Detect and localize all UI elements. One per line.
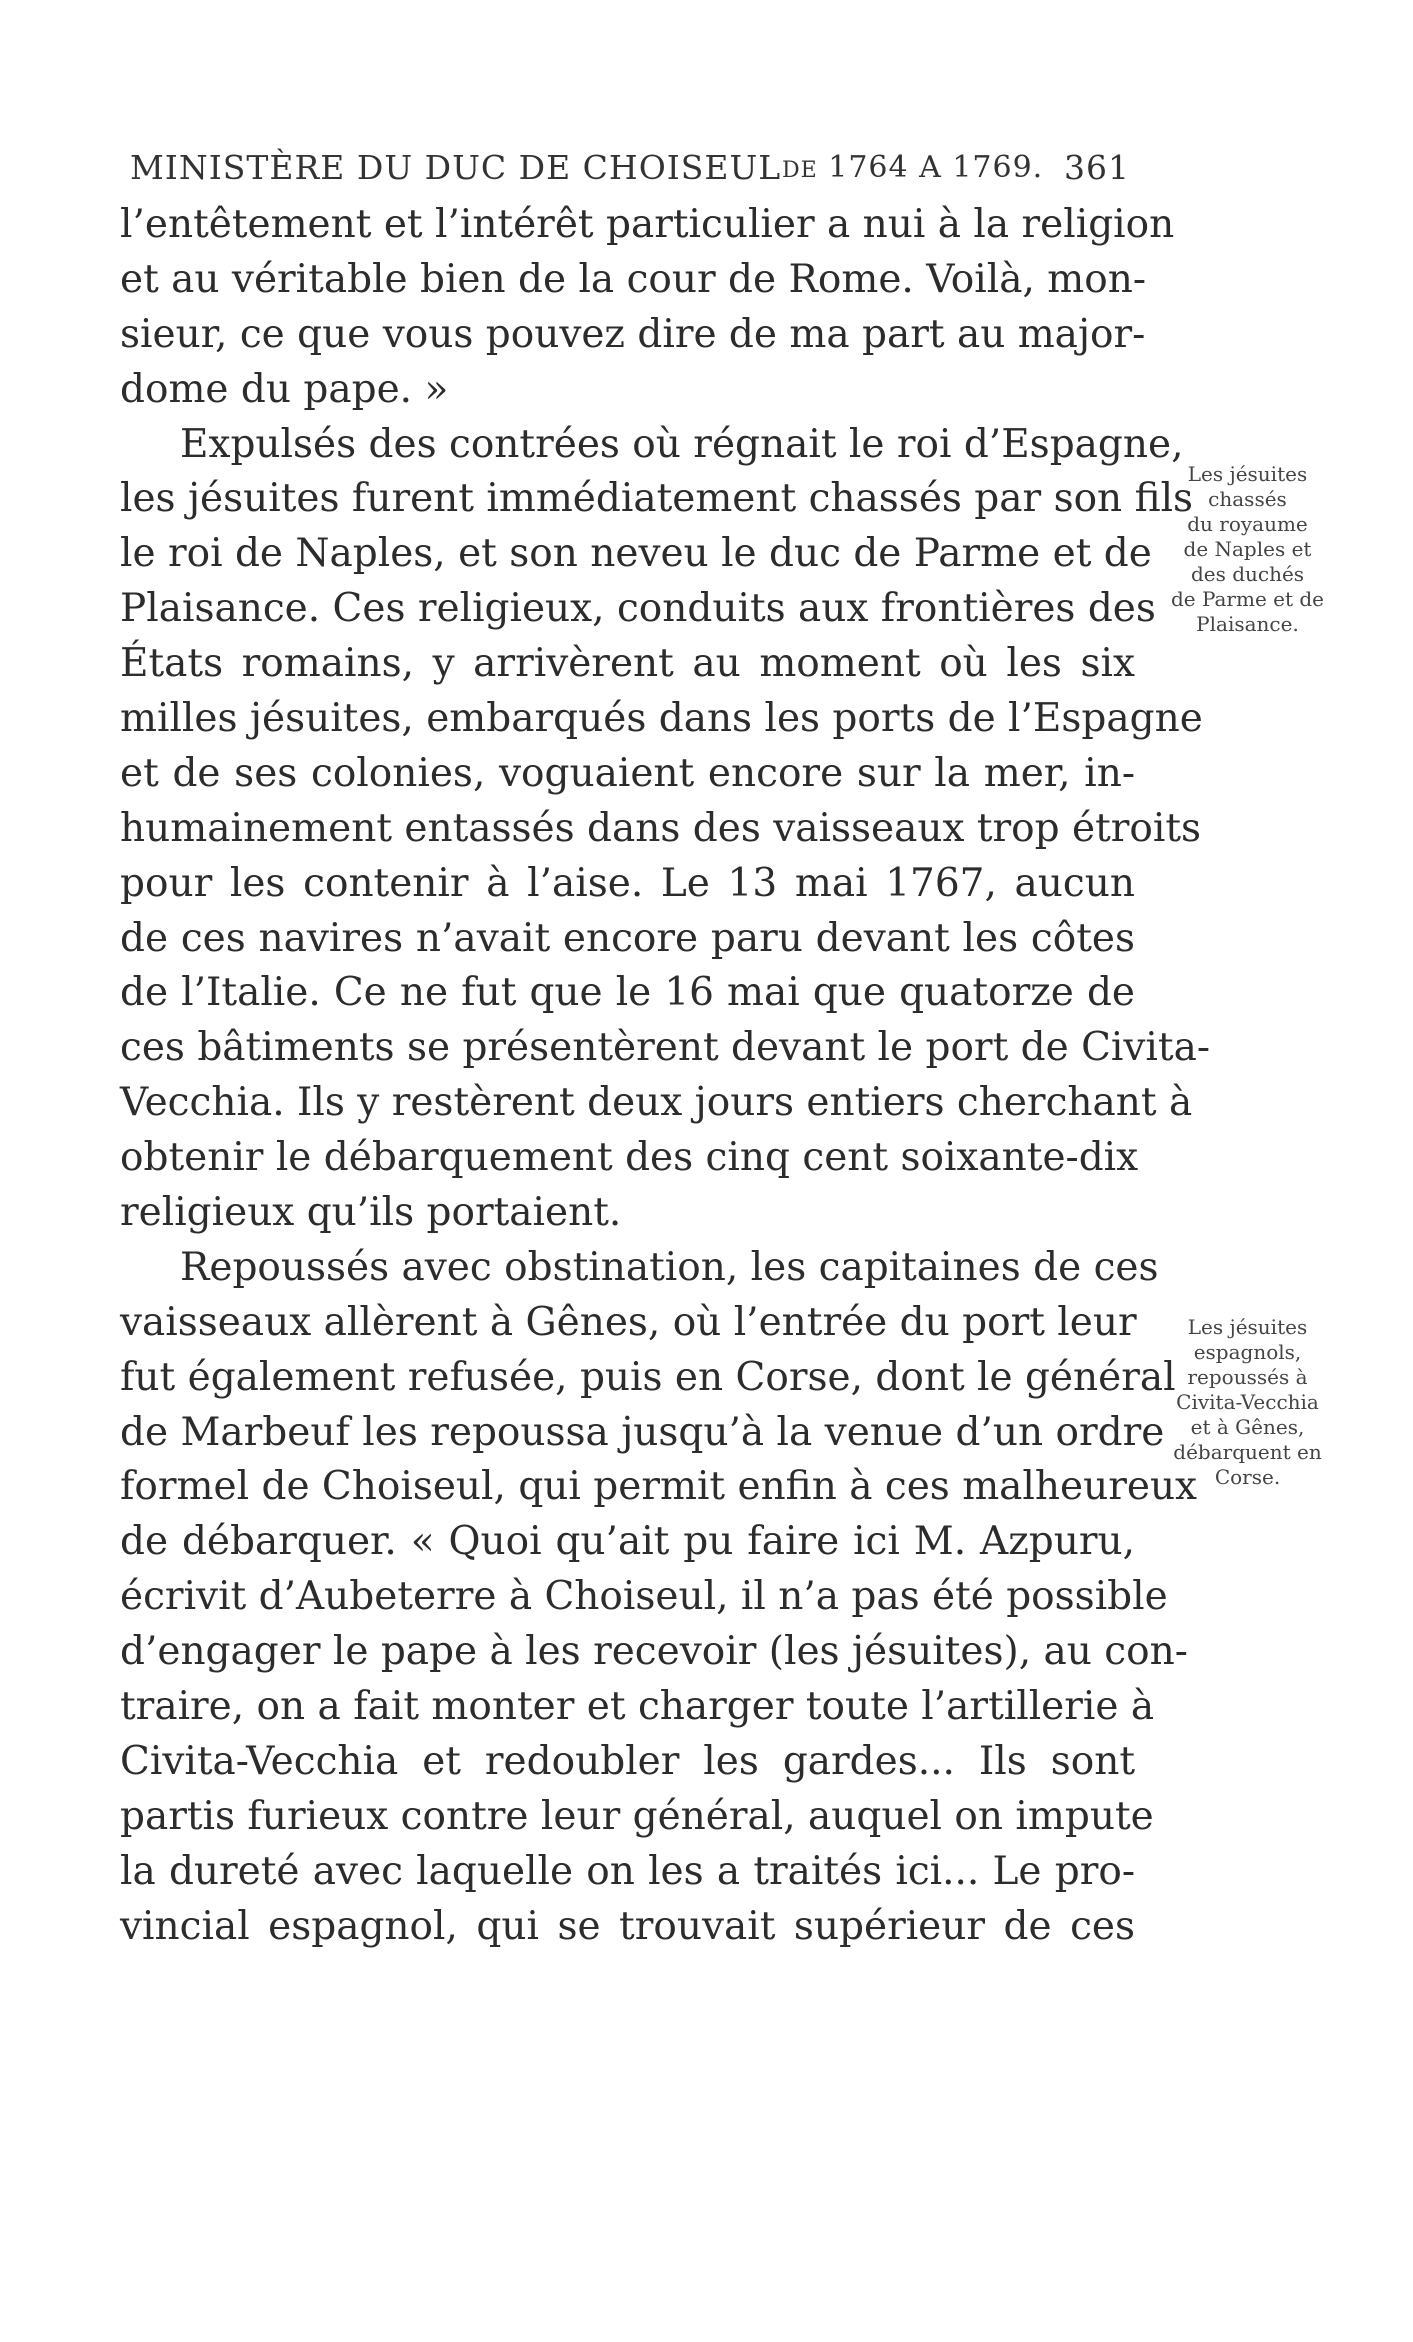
body-line: États romains, y arrivèrent au moment où les six xyxy=(120,641,1135,687)
body-line: l’entêtement et l’intérêt particulier a nui à la religion xyxy=(120,202,1175,247)
body-line: Plaisance. Ces religieux, conduits aux frontières des xyxy=(120,586,1156,632)
body-line: de ces navires n’avait encore paru devant les côtes xyxy=(120,915,1135,961)
page-number: 361 xyxy=(1064,148,1130,187)
body-line: de débarquer. « Quoi qu’ait pu faire ici M. Azpuru, xyxy=(120,1519,1135,1565)
margin-note-jesuites-espagnols xyxy=(1140,1315,1355,1490)
body-line: écrivit d’Aubeterre à Choiseul, il n’a pas été possible xyxy=(120,1574,1168,1620)
body-line: fut également refusée, puis en Corse, dont le général xyxy=(120,1354,1176,1400)
body-line: les jésuites furent immédiatement chassés par son fils xyxy=(120,476,1194,522)
body-line: de l’Italie. Ce ne fut que le 16 mai que quatorze de xyxy=(120,970,1135,1016)
body-line: traire, on a fait monter et charger toute l’artillerie à xyxy=(120,1684,1155,1730)
margin-note-line: espagnols, xyxy=(1193,1340,1302,1364)
margin-note-line: Civita-Vecchia xyxy=(1176,1390,1319,1414)
body-line: religieux qu’ils portaient. xyxy=(120,1190,622,1236)
body-line: milles jésuites, embarqués dans les ports de l’Espagne xyxy=(120,696,1203,742)
margin-note-line: de Parme et de xyxy=(1170,587,1325,611)
margin-note-line: chassés xyxy=(1208,487,1287,511)
margin-note-line: de Naples et xyxy=(1183,537,1312,561)
body-line: vaisseaux allèrent à Gênes, où l’entrée du port leur xyxy=(120,1299,1137,1345)
margin-note-line: Plaisance. xyxy=(1196,612,1299,636)
margin-note-line: Les jésuites xyxy=(1187,462,1308,486)
body-line: obtenir le débarquement des cinq cent soixante-dix xyxy=(120,1135,1139,1181)
body-text xyxy=(120,198,1211,1955)
body-line: ces bâtiments se présentèrent devant le port de Civita- xyxy=(120,1025,1211,1071)
body-line: humainement entassés dans des vaisseaux trop étroits xyxy=(120,805,1202,851)
body-line: de Marbeuf les repoussa jusqu’à la venue d’un ordre xyxy=(120,1409,1165,1455)
body-line: sieur, ce que vous pouvez dire de ma part au major- xyxy=(120,311,1146,357)
body-line: formel de Choiseul, qui permit enfin à ces malheureux xyxy=(120,1464,1198,1510)
body-line: partis furieux contre leur général, auquel on impute xyxy=(120,1793,1154,1839)
running-head-range-years: 1764 A 1769. xyxy=(828,150,1044,185)
body-line: le roi de Naples, et son neveu le duc de Parme et de xyxy=(120,531,1152,577)
margin-note-line: débarquent en xyxy=(1173,1440,1322,1464)
body-line: Expulsés des contrées où régnait le roi d’Espagne, xyxy=(180,421,1184,467)
running-head-range-prefix: DE xyxy=(782,158,818,183)
margin-note-line: des duchés xyxy=(1190,562,1305,586)
body-line: la dureté avec laquelle on les a traités ici... Le pro- xyxy=(120,1848,1135,1894)
margin-note-jesuites-chasses xyxy=(1140,462,1355,637)
running-head-title: MINISTÈRE DU DUC DE CHOISEUL xyxy=(130,148,782,187)
body-line: et au véritable bien de la cour de Rome. Voilà, mon- xyxy=(120,256,1147,302)
margin-note-line: Les jésuites xyxy=(1187,1315,1308,1339)
body-line: Repoussés avec obstination, les capitaines de ces xyxy=(180,1244,1159,1290)
margin-note-line: et à Gênes, xyxy=(1190,1415,1305,1439)
body-line: d’engager le pape à les recevoir (les jésuites), au con- xyxy=(120,1629,1188,1675)
margin-note-line: du royaume xyxy=(1187,512,1308,536)
body-line: Vecchia. Ils y restèrent deux jours entiers cherchant à xyxy=(120,1080,1193,1126)
running-head xyxy=(130,148,1130,194)
body-line: dome du pape. » xyxy=(120,366,449,412)
running-head-range xyxy=(782,150,1043,185)
body-line: pour les contenir à l’aise. Le 13 mai 1767, aucun xyxy=(120,860,1135,906)
body-line: vincial espagnol, qui se trouvait supérieur de ces xyxy=(120,1903,1135,1949)
margin-note-line: repoussés à xyxy=(1187,1365,1308,1389)
body-line: et de ses colonies, voguaient encore sur la mer, in- xyxy=(120,750,1135,796)
margin-note-line: Corse. xyxy=(1214,1465,1281,1489)
body-line: Civita-Vecchia et redoubler les gardes... Ils sont xyxy=(120,1738,1135,1784)
